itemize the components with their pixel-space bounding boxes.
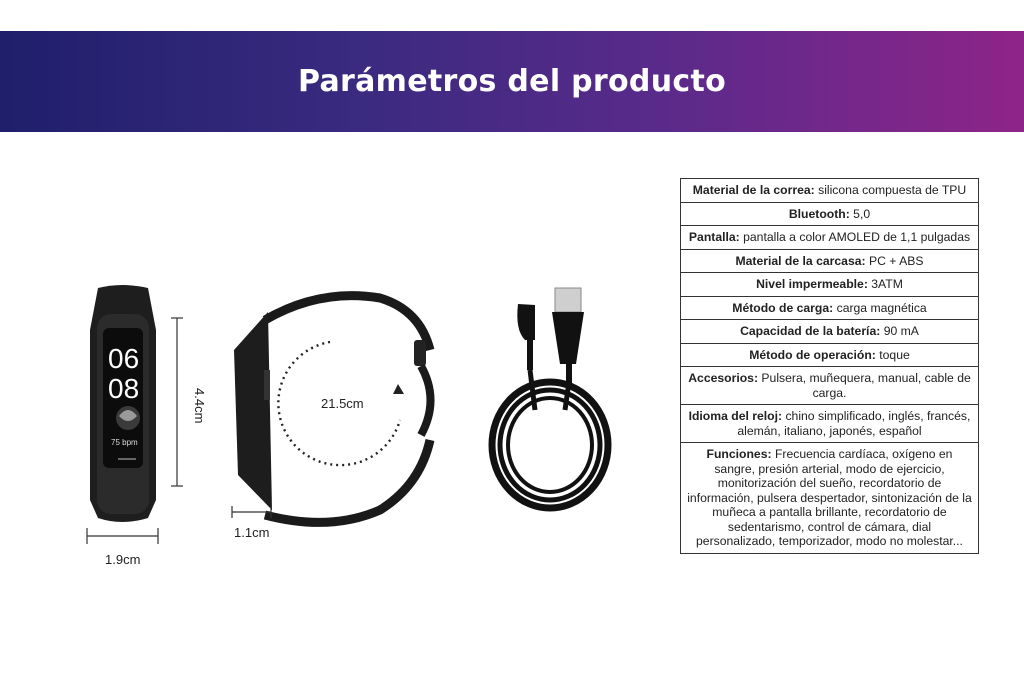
spec-cell	[681, 343, 979, 367]
spec-label: Pantalla:	[688, 230, 740, 244]
spec-row	[681, 443, 979, 554]
spec-value: Pulsera, muñequera, manual, cable de carga.	[761, 371, 971, 400]
spec-cell	[681, 320, 979, 344]
spec-label: Nivel impermeable:	[756, 277, 868, 291]
page-title: Parámetros del producto	[297, 64, 726, 99]
spec-cell	[681, 367, 979, 405]
spec-label: Accesorios:	[688, 371, 759, 385]
spec-cell	[681, 273, 979, 297]
spec-value: carga magnética	[836, 300, 927, 315]
spec-label: Bluetooth:	[788, 206, 850, 221]
spec-label: Idioma del reloj:	[688, 409, 783, 423]
spec-value: Frecuencia cardíaca, oxígeno en sangre, presión arterial, modo de ejercicio, monitorización del sueño, recordatorio de información, pulsera despertador, sintonización de la muñeca a pantalla brillante, recordatorio de sedentarismo, control de cámara, dial personalizado, temporizador, modo no molestar...	[687, 447, 972, 548]
thickness-label: 1.1cm	[234, 525, 270, 540]
spec-cell	[681, 249, 979, 273]
band-front-view	[90, 285, 156, 522]
specifications-table	[680, 178, 979, 554]
product-illustration	[0, 270, 660, 590]
spec-label: Método de operación:	[749, 347, 876, 362]
watch-hour: 06	[108, 343, 140, 374]
spec-row	[681, 320, 979, 344]
spec-value: chino simplificado, inglés, francés, alemán, italiano, japonés, español	[737, 409, 971, 438]
spec-cell	[681, 179, 979, 203]
width-dimension-line	[87, 528, 158, 544]
watch-heart-rate: 75 bpm	[111, 438, 138, 447]
spec-cell	[681, 202, 979, 226]
spec-label: Material de la correa:	[692, 183, 815, 197]
height-dimension-line	[171, 318, 183, 486]
spec-row	[681, 249, 979, 273]
charging-cable	[492, 288, 608, 508]
spec-cell	[681, 443, 979, 554]
spec-label: Método de carga:	[732, 300, 834, 315]
watch-minute: 08	[108, 373, 140, 404]
spec-value: pantalla a color AMOLED de 1,1 pulgadas	[743, 230, 971, 244]
spec-value: 3ATM	[871, 277, 903, 291]
spec-row	[681, 367, 979, 405]
spec-row	[681, 226, 979, 250]
spec-value: 5,0	[853, 206, 871, 221]
spec-row	[681, 343, 979, 367]
spec-row	[681, 273, 979, 297]
header-banner	[0, 31, 1024, 132]
spec-value: PC + ABS	[868, 253, 924, 268]
circumference-label: 21.5cm	[321, 396, 364, 411]
spec-cell	[681, 226, 979, 250]
height-label: 4.4cm	[192, 388, 207, 424]
spec-label: Funciones:	[706, 447, 772, 461]
spec-value: silicona compuesta de TPU	[818, 183, 967, 197]
spec-row	[681, 405, 979, 443]
spec-row	[681, 179, 979, 203]
spec-cell	[681, 296, 979, 320]
spec-label: Capacidad de la batería:	[740, 324, 881, 338]
spec-row	[681, 202, 979, 226]
spec-value: 90 mA	[883, 324, 919, 338]
spec-cell	[681, 405, 979, 443]
width-label: 1.9cm	[105, 552, 141, 567]
spec-value: toque	[879, 347, 910, 362]
spec-label: Material de la carcasa:	[735, 253, 866, 268]
spec-row	[681, 296, 979, 320]
